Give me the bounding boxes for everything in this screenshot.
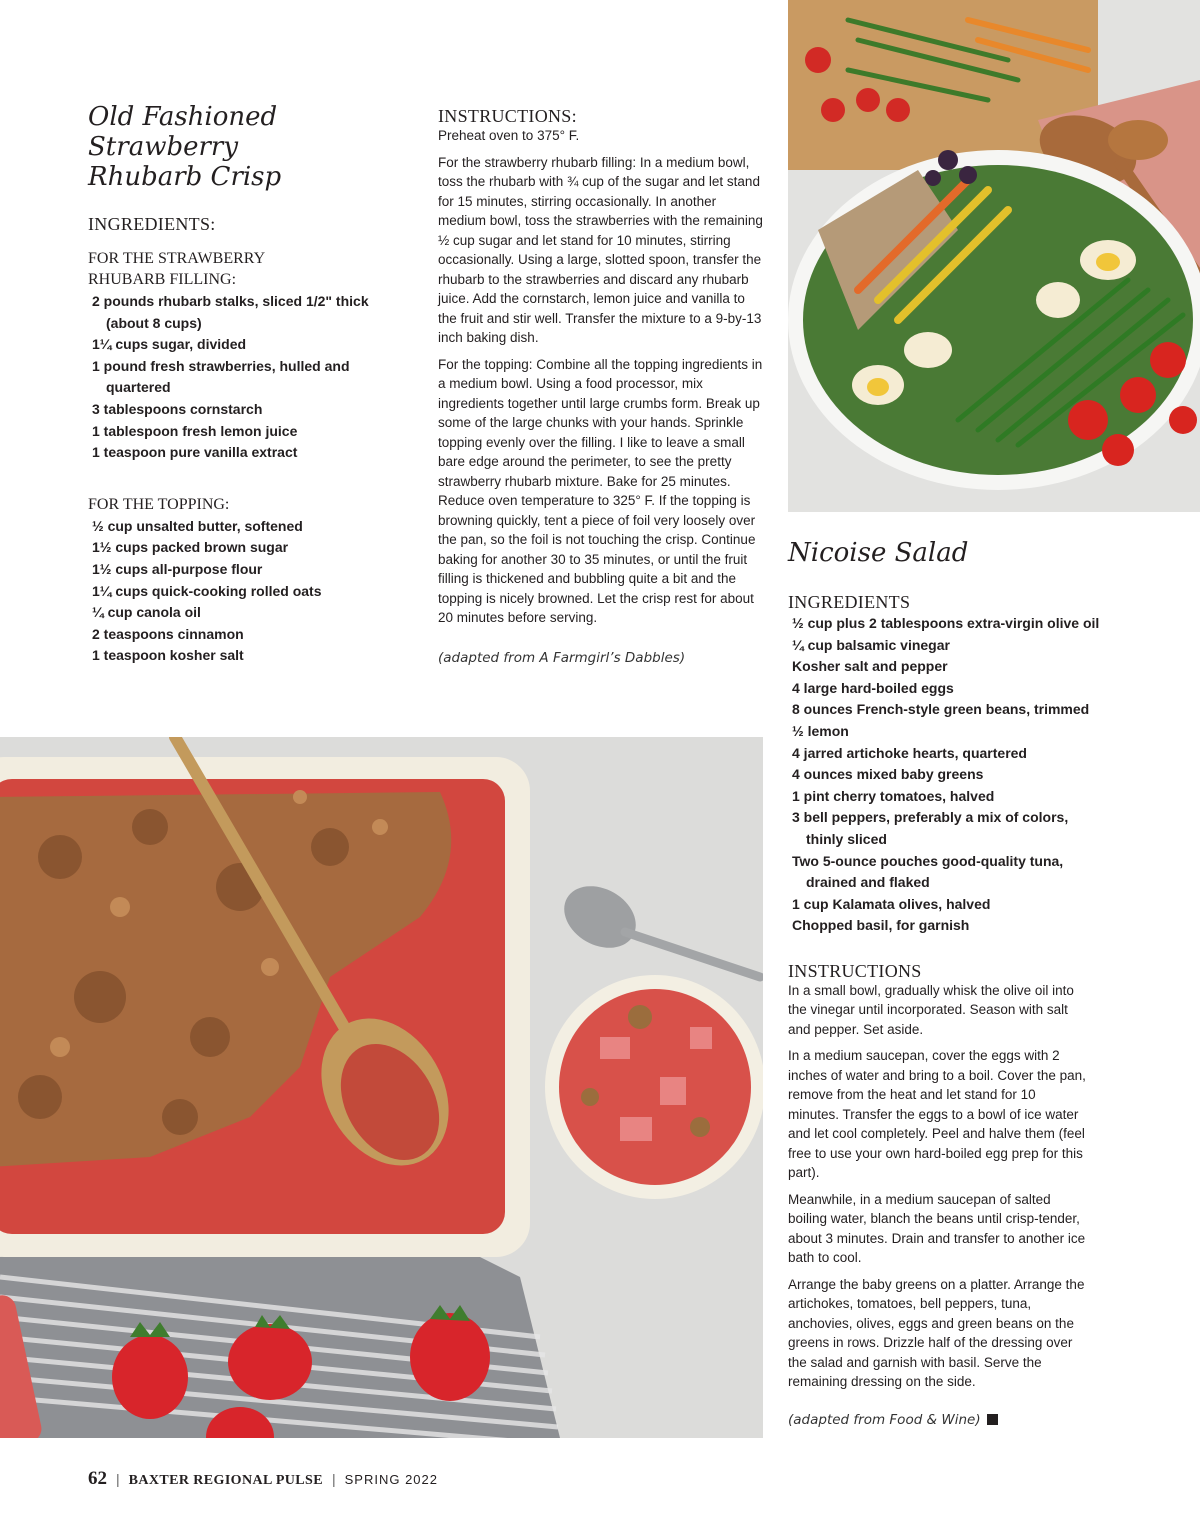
list-item: Kosher salt and pepper bbox=[792, 658, 948, 675]
page-number: 62 bbox=[88, 1468, 107, 1489]
list-item: 1½ cups all-purpose flour bbox=[92, 560, 263, 577]
list-item: 4 large hard-boiled eggs bbox=[792, 679, 954, 696]
filling-heading-line: FOR THE STRAWBERRY bbox=[88, 250, 266, 267]
list-item: 1 pint cherry tomatoes, halved bbox=[792, 787, 995, 804]
instruction-paragraph: Preheat oven to 375° F. bbox=[438, 128, 580, 143]
list-item: 1¼ cups sugar, divided bbox=[92, 336, 247, 353]
end-mark-icon bbox=[987, 1414, 998, 1425]
publication-name: BAXTER REGIONAL PULSE bbox=[128, 1473, 323, 1488]
crisp-title-line: Strawberry bbox=[88, 132, 239, 162]
list-item: 4 jarred artichoke hearts, quartered bbox=[792, 744, 1027, 761]
list-item: ½ cup unsalted butter, softened bbox=[92, 517, 303, 534]
list-item: 1½ cups packed brown sugar bbox=[92, 539, 289, 556]
crisp-title bbox=[88, 102, 408, 192]
crisp-ingredients-heading: INGREDIENTS: bbox=[88, 214, 216, 234]
filling-heading-line: RHUBARB FILLING: bbox=[88, 271, 237, 288]
crisp-photo bbox=[0, 737, 763, 1438]
crisp-instructions-heading: INSTRUCTIONS: bbox=[438, 106, 577, 126]
list-item: ½ cup plus 2 tablespoons extra-virgin olive oil bbox=[792, 615, 1100, 631]
list-item: 3 tablespoons cornstarch bbox=[92, 400, 263, 417]
issue-label: SPRING 2022 bbox=[344, 1472, 438, 1487]
list-item: ¼ cup canola oil bbox=[92, 604, 201, 621]
list-item: 2 teaspoons cinnamon bbox=[92, 625, 244, 642]
instruction-paragraph: Arrange the baby greens on a platter. Arrange the artichokes, tomatoes, bell peppers, tuna, anchovies, olives, eggs and green beans on the greens in rows. Drizzle half of the dressing over the salad and garnish with basil. Serve the remaining dressing on the side. bbox=[788, 1276, 1085, 1390]
list-item: 1 pound fresh strawberries, hulled and quartered bbox=[92, 357, 350, 396]
list-item: 1 teaspoon pure vanilla extract bbox=[92, 444, 298, 461]
list-item: 4 ounces mixed baby greens bbox=[792, 766, 984, 783]
list-item: 1 teaspoon kosher salt bbox=[92, 647, 244, 664]
salad-ingredients-heading: INGREDIENTS bbox=[788, 592, 911, 612]
crisp-ingredients-column bbox=[88, 102, 408, 667]
salad-title: Nicoise Salad bbox=[788, 538, 969, 568]
instruction-paragraph: In a medium saucepan, cover the eggs with 2 inches of water and bring to a boil. Cover the pan, remove from the heat and let stand for 10 minutes. Transfer the eggs to a bowl of ice water and let cool completely. Peel and halve them (feel free to use your own hard-boiled egg prep for this part). bbox=[788, 1048, 1086, 1181]
footer-separator: | bbox=[331, 1471, 336, 1487]
list-item: 8 ounces French-style green beans, trimmed bbox=[792, 701, 1090, 718]
filling-heading bbox=[88, 248, 408, 290]
instruction-paragraph: Meanwhile, in a medium saucepan of salted boiling water, blanch the beans until crisp-tender, about 3 minutes. Drain and transfer to another ice bath to cool. bbox=[788, 1191, 1086, 1266]
salad-instructions bbox=[788, 981, 1088, 1392]
crisp-title-line: Rhubarb Crisp bbox=[88, 162, 282, 192]
instruction-paragraph: In a small bowl, gradually whisk the olive oil into the vinegar until incorporated. Season with salt and pepper. Set aside. bbox=[788, 982, 1074, 1037]
list-item: ½ lemon bbox=[792, 722, 849, 739]
filling-ingredient-list bbox=[88, 291, 408, 464]
footer-separator: | bbox=[116, 1471, 120, 1487]
salad-credit-text: (adapted from Food & Wine) bbox=[788, 1411, 981, 1428]
salad-column bbox=[788, 538, 1148, 1428]
crisp-credit: (adapted from A Farmgirl’s Dabbles) bbox=[438, 649, 686, 666]
list-item: 3 bell peppers, preferably a mix of colors, thinly sliced bbox=[792, 809, 1069, 847]
list-item: 1 cup Kalamata olives, halved bbox=[792, 895, 991, 912]
list-item: Two 5-ounce pouches good-quality tuna, drained and flaked bbox=[792, 852, 1064, 891]
instruction-paragraph: For the strawberry rhubarb filling: In a medium bowl, toss the rhubarb with ¾ cup of the sugar and let stand for 15 minutes, stirring occasionally. In another medium bowl, toss the strawberries with the remaining ½ cup sugar and let stand for 10 minutes, stirring occasionally. Using a large, slotted spoon, transfer the rhubarb to the strawberries and discard any rhubarb juice. Add the cornstarch, lemon juice and vanilla to the fruit and stir well. Transfer the mixture to a 9-by-13 inch baking dish. bbox=[438, 154, 763, 345]
topping-heading: FOR THE TOPPING: bbox=[88, 495, 230, 513]
crisp-title-line: Old Fashioned bbox=[88, 102, 278, 132]
list-item: Chopped basil, for garnish bbox=[792, 917, 970, 934]
crisp-instructions-column bbox=[438, 106, 764, 666]
instruction-paragraph: For the topping: Combine all the topping ingredients in a medium bowl. Using a food processor, mix ingredients together until large crumbs form. Break up some of the large chunks with your hands. Sprinkle topping evenly over the filling. I like to leave a small bare edge around the perimeter, to see the pretty strawberry rhubarb mixture. Bake for 25 minutes. Reduce oven temperature to 325° F. If the topping is browning quickly, tent a piece of foil very loosely over the pan, so the foil is not touching the crisp. Continue baking for another 30 to 35 minutes, or until the fruit filling is thickened and bubbling quite a bit and the topping is nicely browned. Let the crisp rest for about 20 minutes before serving. bbox=[438, 356, 763, 625]
list-item: 1 tablespoon fresh lemon juice bbox=[92, 422, 298, 439]
salad-ingredient-list bbox=[788, 613, 1148, 937]
topping-ingredient-list bbox=[88, 516, 408, 667]
salad-photo bbox=[788, 0, 1200, 512]
salad-instructions-heading: INSTRUCTIONS bbox=[788, 960, 922, 981]
list-item: ¼ cup balsamic vinegar bbox=[792, 636, 950, 653]
list-item: 1¼ cups quick-cooking rolled oats bbox=[92, 582, 322, 599]
page-footer bbox=[88, 1468, 438, 1490]
list-item: 2 pounds rhubarb stalks, sliced 1/2" thick (about 8 cups) bbox=[92, 293, 369, 331]
salad-credit bbox=[788, 1412, 1148, 1428]
